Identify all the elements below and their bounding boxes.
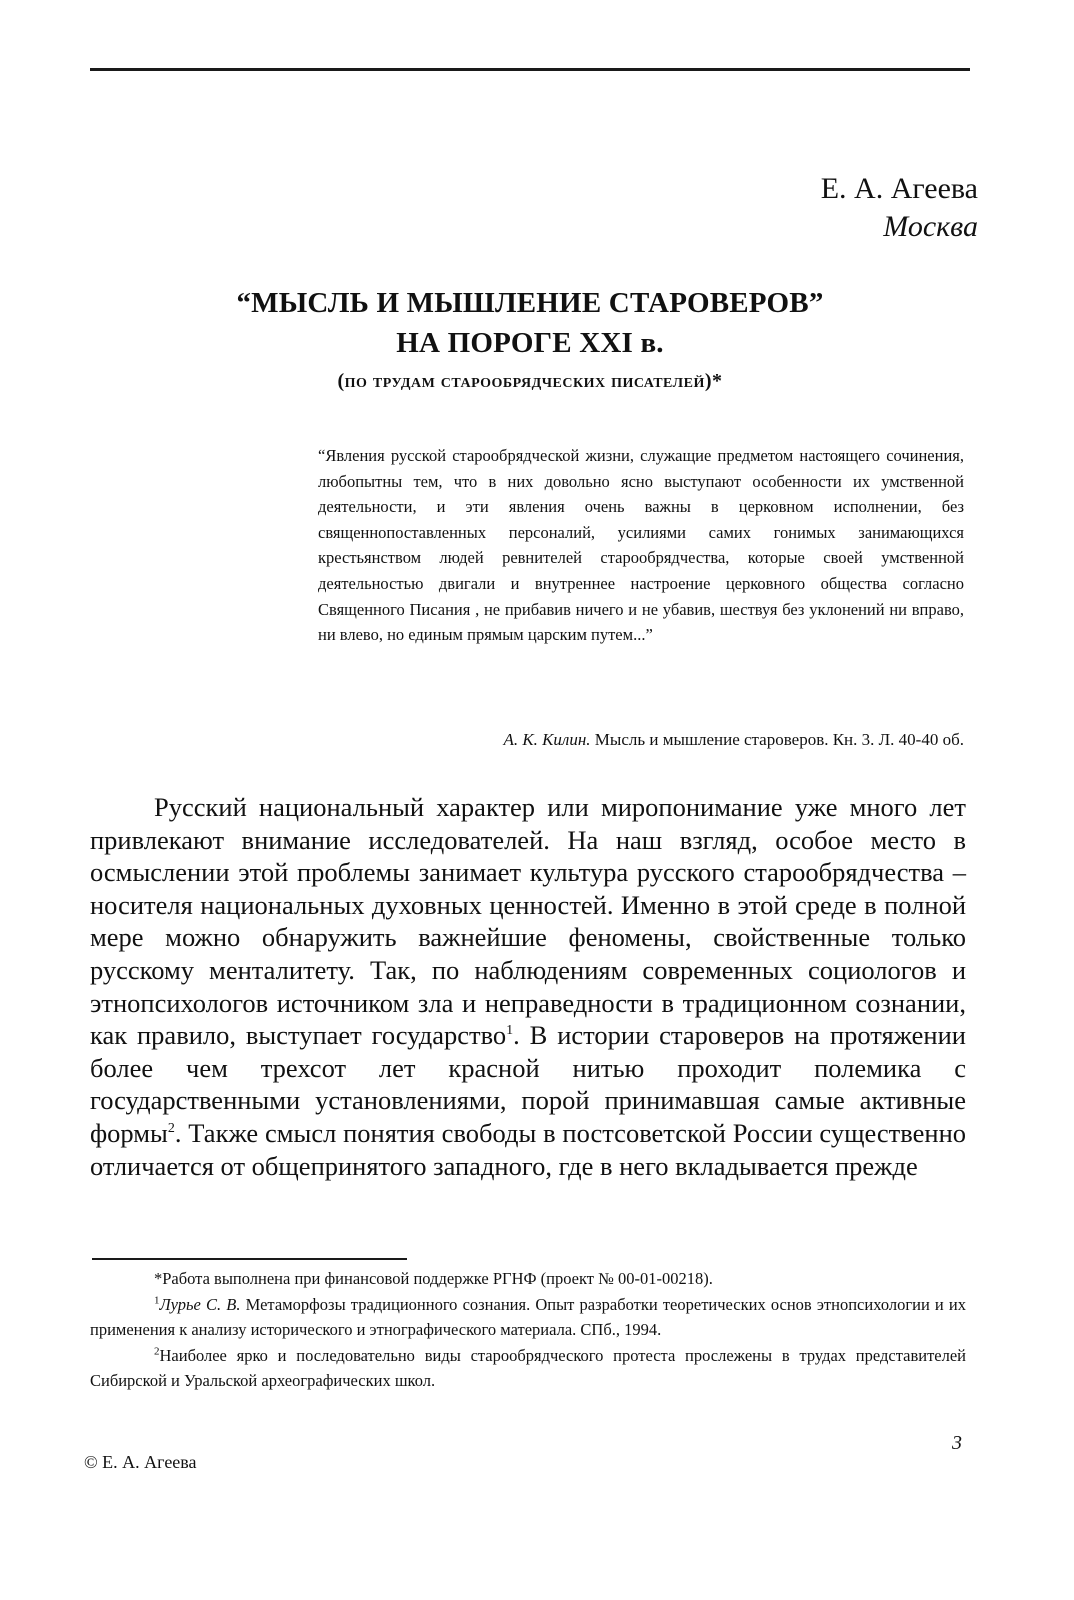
footnote-1-mark: 1 — [154, 1294, 160, 1306]
page-number: 3 — [952, 1432, 962, 1454]
footnote-1-author: Лурье С. В. — [159, 1294, 241, 1314]
footnote-2 — [90, 1343, 966, 1394]
title-line-2: НА ПОРОГЕ XXI в. — [396, 327, 664, 359]
epigraph-quote: “Явления русской старообрядческой жизни, служащие предметом настоящего сочинения, любопытны тем, что в них довольно ясно выступают особенности их умственной деятельности, и эти явления очень важны в церковном исполнении, без священнопоставленных персоналий, усилиями самих гонимых занимающихся крестьянством людей ревнителей старообрядчества, которые своей умственной деятельностью двигали и внутреннее настроение церковного общества согласно Священного Писания , не прибавив ничего и не убавив, шествуя без уклонений ни вправо, ни влево, но единым прямым царским путем...” — [318, 446, 964, 645]
footnote-1-text: Метаморфозы традиционного сознания. Опыт разработки теоретических основ этнопсихологии и их применения к анализу исторического и этнографического материала. СПб., 1994. — [90, 1294, 966, 1339]
article-title — [90, 283, 970, 399]
footnote-ref-2: 2 — [167, 1121, 175, 1137]
author-name: Е. А. Агеева — [820, 172, 978, 205]
title-subtitle: (по трудам старообрядческих писателей)* — [337, 370, 723, 392]
epigraph-source-title: Мысль и мышление староверов. Кн. 3. Л. 40-40 об. — [594, 730, 964, 749]
top-rule — [90, 68, 970, 71]
body-text-part-1: Русский национальный характер или миропонимание уже много лет привлекают внимание исследователей. На наш взгляд, особое место в осмыслении этой проблемы занимает культура русского старообрядчества – носителя национальных духовных ценностей. Именно в этой среде в полной мере можно обнаружить важнейшие феномены, свойственные только русскому менталитету. Так, по наблюдениям современных социологов и этнопсихологов источником зла и неправедности в традиционном сознании, как правило, выступает государство — [90, 792, 966, 1051]
footnote-2-text: Наиболее ярко и последовательно виды старообрядческого протеста прослежены в трудах представителей Сибирской и Уральской археографических школ. — [90, 1345, 966, 1390]
body-text-part-3: . Также смысл понятия свободы в постсоветской России существенно отличается от общепринятого западного, где в него вкладывается прежде — [90, 1117, 966, 1181]
epigraph-source — [503, 727, 964, 753]
footnote-1 — [90, 1292, 966, 1343]
body-paragraph — [90, 791, 966, 1182]
footnote-star: *Работа выполнена при финансовой поддержке РГНФ (проект № 00-01-00218). — [154, 1269, 713, 1288]
epigraph-source-author: А. К. Килин. — [503, 730, 591, 749]
author-city: Москва — [883, 210, 978, 243]
footnote-rule — [92, 1258, 407, 1260]
footnote-ref-1: 1 — [506, 1023, 514, 1039]
footnote-2-mark: 2 — [154, 1345, 160, 1357]
copyright-notice: © Е. А. Агеева — [84, 1452, 197, 1472]
body-text-part-2: . В истории староверов на протяжении более чем трехсот лет красной нитью проходит полемика с государственными установлениями, порой принимавшая самые активные формы — [90, 1020, 966, 1148]
author-block — [821, 170, 978, 246]
footnotes — [90, 1266, 966, 1394]
title-line-1: “МЫСЛЬ И МЫШЛЕНИЕ СТАРОВЕРОВ” — [236, 287, 824, 319]
